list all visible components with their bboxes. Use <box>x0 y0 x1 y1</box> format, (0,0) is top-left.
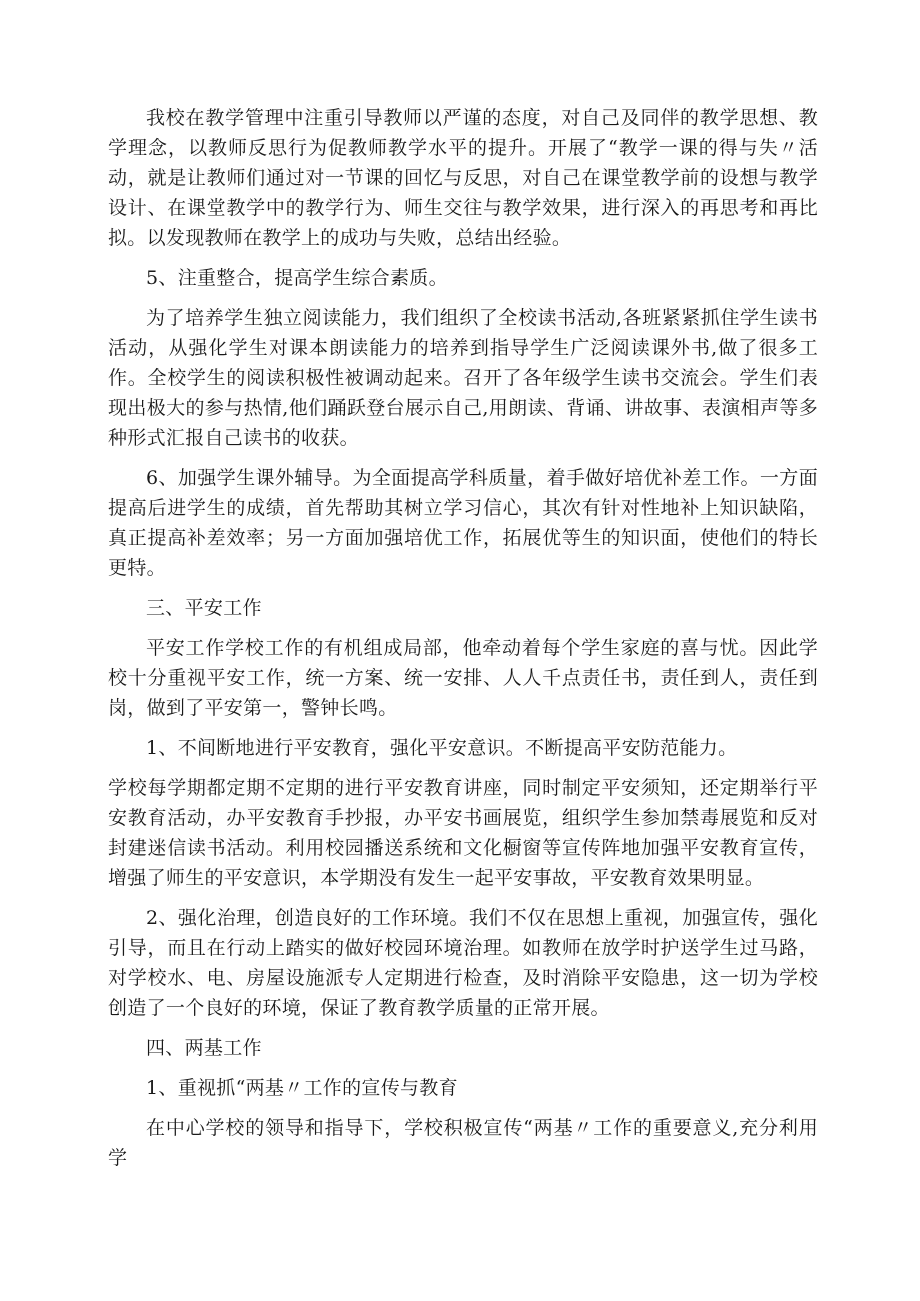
paragraph-teaching-reflection: 我校在教学管理中注重引导教师以严谨的态度，对自己及同伴的教学思想、教学理念，以教师反思行为促教师教学水平的提升。开展了“教学一课的得与失〃活动，就是让教师们通过对一节课的回忆与反思，对自己在课堂教学前的设想与教学设计、在课堂教学中的教学行为、师生交往与教学效果，进行深入的再思考和再比拟。以发现教师在教学上的成功与失败，总结出经验。 <box>108 107 818 249</box>
heading-two-basics: 四、两基工作 <box>146 1037 262 1059</box>
document-body <box>108 103 818 1183</box>
paragraph-tutoring: 6、加强学生课外辅导。为全面提高学科质量，着手做好培优补差工作。一方面提高后进学生的成绩，首先帮助其树立学习信心，其次有针对性地补上知识缺陷，真正提高补差效率；另一方面加强培优工作，拓展优等生的知识面，使他们的特长更特。 <box>108 467 818 579</box>
heading-safety-education: 1、不间断地进行平安教育，强化平安意识。不断提高平安防范能力。 <box>146 737 738 759</box>
heading-two-basics-promotion: 1、重视抓“两基〃工作的宣传与教育 <box>146 1077 458 1099</box>
paragraph-safety-overview: 平安工作学校工作的有机组成局部，他牵动着每个学生家庭的喜与忧。因此学校十分重视平安工作，统一方案、统一安排、人人千点责任书，责任到人，责任到岗，做到了平安第一，警钟长鸣。 <box>108 637 818 719</box>
heading-integration: 5、注重整合，提高学生综合素质。 <box>146 267 448 289</box>
paragraph-reading-activity: 为了培养学生独立阅读能力，我们组织了全校读书活动,各班紧紧抓住学生读书活动，从强化学生对课本朗读能力的培养到指导学生广泛阅读课外书,做了很多工作。全校学生的阅读积极性被调动起来。召开了各年级学生读书交流会。学生们表现出极大的参与热情,他们踊跃登台展示自己,用朗读、背诵、讲故事、表演相声等多种形式汇报自己读书的收获。 <box>108 307 818 449</box>
paragraph-safety-education: 学校每学期都定期不定期的进行平安教育讲座，同时制定平安须知，还定期举行平安教育活动，办平安教育手抄报，办平安书画展览，组织学生参加禁毒展览和反对封建迷信读书活动。利用校园播送系统和文化橱窗等宣传阵地加强平安教育宣传，增强了师生的平安意识，本学期没有发生一起平安事故，平安教育效果明显。 <box>108 777 818 889</box>
heading-safety-work: 三、平安工作 <box>146 597 262 619</box>
paragraph-two-basics-promotion: 在中心学校的领导和指导下，学校积极宣传“两基〃工作的重要意义,充分利用学 <box>108 1117 818 1169</box>
paragraph-environment-management: 2、强化治理，创造良好的工作环境。我们不仅在思想上重视，加强宣传，强化引导，而且在行动上踏实的做好校园环境治理。如教师在放学时护送学生过马路，对学校水、电、房屋设施派专人定期进行检查，及时消除平安隐患，这一切为学校创造了一个良好的环境，保证了教育教学质量的正常开展。 <box>108 907 818 1019</box>
